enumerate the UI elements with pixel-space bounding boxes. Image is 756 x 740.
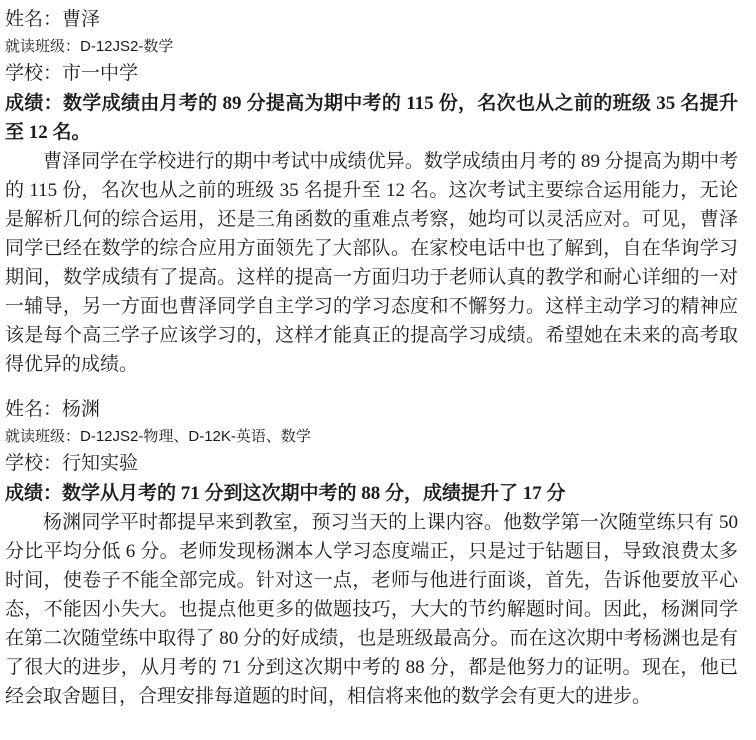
student-name: 曹泽 — [62, 9, 101, 30]
class-label: 就读班级： — [5, 38, 81, 55]
name-label: 姓名： — [5, 399, 63, 420]
school-label: 学校： — [5, 453, 63, 474]
student-class-line — [5, 425, 738, 449]
student-name: 杨渊 — [62, 399, 101, 420]
student-school-line — [5, 449, 738, 479]
student-score-summary: 数学从月考的 71 分到这次期中考的 88 分，成绩提升了 17 分 — [62, 483, 566, 504]
student-school: 市一中学 — [62, 63, 139, 84]
student-class-line — [5, 35, 738, 59]
score-label: 成绩： — [5, 483, 63, 504]
student-report-section — [5, 395, 738, 711]
student-class: D-12JS2-物理、D-12K-英语、数学 — [80, 428, 311, 445]
student-school-line — [5, 59, 738, 89]
student-score-line — [5, 479, 738, 508]
class-label: 就读班级： — [5, 428, 81, 445]
name-label: 姓名： — [5, 9, 63, 30]
student-school: 行知实验 — [62, 453, 139, 474]
score-label: 成绩： — [5, 93, 63, 114]
student-report-section — [5, 5, 738, 379]
student-class: D-12JS2-数学 — [80, 38, 174, 55]
student-name-line — [5, 395, 738, 425]
school-label: 学校： — [5, 63, 63, 84]
student-score-line — [5, 89, 738, 147]
student-name-line — [5, 5, 738, 35]
student-report-paragraph: 曹泽同学在学校进行的期中考试中成绩优异。数学成绩由月考的 89 分提高为期中考的 115 份，名次也从之前的班级 35 名提升至 12 名。这次考试主要综合运用能力，无论是解析几何的综合运用，还是三角函数的重难点考察，她均可以灵活应对。可见，曹泽同学已经在数学的综合应用方面领先了大部队。在家校电话中也了解到，自在华询学习期间，数学成绩有了提高。这样的提高一方面归功于老师认真的教学和耐心详细的一对一辅导，另一方面也曹泽同学自主学习的学习态度和不懈努力。这样主动学习的精神应该是每个高三学子应该学习的，这样才能真正的提高学习成绩。希望她在未来的高考取得优异的成绩。 — [5, 151, 738, 375]
student-score-summary: 数学成绩由月考的 89 分提高为期中考的 115 份，名次也从之前的班级 35 名提升至 12 名。 — [5, 93, 738, 143]
student-report-paragraph: 杨渊同学平时都提早来到教室，预习当天的上课内容。他数学第一次随堂练只有 50 分比平均分低 6 分。老师发现杨渊本人学习态度端正，只是过于钻题目，导致浪费太多时间，使卷子不能全部完成。针对这一点，老师与他进行面谈，首先，告诉他要放平心态，不能因小失大。也提点他更多的做题技巧，大大的节约解题时间。因此，杨渊同学在第二次随堂练中取得了 80 分的好成绩，也是班级最高分。而在这次期中考杨渊也是有了很大的进步，从月考的 71 分到这次期中考的 88 分，都是他努力的证明。现在，他已经会取舍题目，合理安排每道题的时间，相信将来他的数学会有更大的进步。 — [5, 512, 738, 707]
